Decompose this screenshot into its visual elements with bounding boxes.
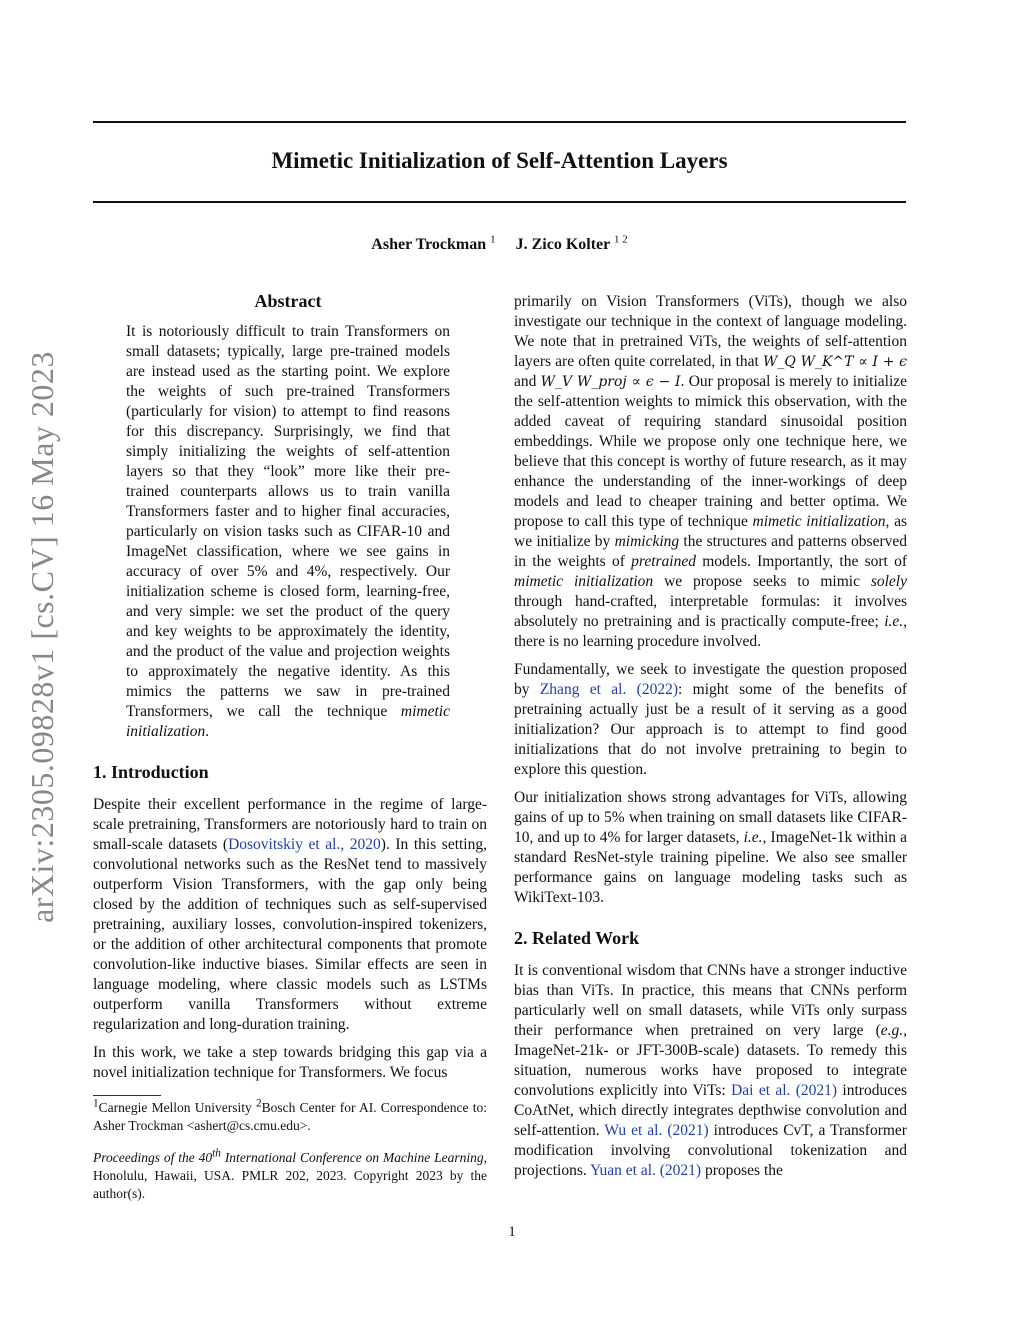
citation-link[interactable]: Dosovitskiy et al., 2020 [228, 836, 381, 853]
citation-link[interactable]: Zhang et al. (2022) [539, 681, 679, 698]
page-number: 1 [508, 1224, 516, 1240]
author-name: J. Zico Kolter [515, 236, 610, 253]
paragraph: primarily on Vision Transformers (ViTs), though we also investigate our technique in the context of language modeling. We note that in pretrained ViTs, the weights of self-attention layers are often quite correlated, in that W_Q W_K^T ∝ I + ϵ and W_V W_proj ∝ ϵ − I. Our proposal is merely to initialize the self-attention weights to mimick this observation, with the added caveat of requiring standard sinusoidal position embeddings. While we propose only one technique here, we believe that this concept is worthy of future research, as it may enhance the understanding of the inner-workings of deep models and lead to cheaper training and better optima. We propose to call this type of technique mimetic initialization, as we initialize by mimicking the structures and patterns observed in the weights of pretrained models. Importantly, the sort of mimetic initialization we propose seeks to mimic solely through hand-crafted, interpretable formulas: it involves absolutely no pretraining and is practically compute-free; i.e., there is no learning procedure involved. [514, 293, 908, 650]
arxiv-stamp: arXiv:2305.09828v1 [cs.CV] 16 May 2023 [24, 351, 60, 923]
paragraph: Our initialization shows strong advantages for ViTs, allowing gains of up to 5% when training on small datasets like CIFAR-10, and up to 4% for larger datasets, i.e., ImageNet-1k within a standard ResNet-style training pipeline. We also see smaller performance gains on language modeling tasks such as WikiText-103. [514, 789, 907, 906]
left-column [93, 760, 487, 1091]
proceedings-note: Proceedings of the 40th International Conference on Machine Learning, Honolulu, Hawaii, USA. PMLR 202, 2023. Copyright 2023 by the author(s). [93, 1147, 487, 1201]
citation-link[interactable]: Yuan et al. (2021) [590, 1162, 702, 1179]
abstract-heading: Abstract [254, 291, 322, 311]
citation-link[interactable]: Dai et al. (2021) [731, 1082, 838, 1099]
title-rule-top [93, 121, 906, 123]
paragraph: Despite their excellent performance in the regime of large-scale pretraining, Transformers are notoriously hard to train on small-scale datasets (Dosovitskiy et al., 2020). In this setting, convolutional networks such as the ResNet tend to massively outperform Vision Transformers, with the gap only being closed by the addition of techniques such as self-supervised pretraining, auxiliary losses, convolution-inspired tokenizers, or the addition of other architectural components that promote convolution-like inductive biases. Similar effects are seen in language modeling, where classic models such as LSTMs outperform vanilla Transformers without extreme regularization and long-duration training. [93, 796, 487, 1033]
abstract-text: It is notoriously difficult to train Transformers on small datasets; typically, large pre-trained models are instead used as the starting point. We explore the weights of such pre-trained Transformers (particularly for vision) to attempt to find reasons for this discrepancy. Surprisingly, we find that simply initializing the weights of self-attention layers so that they “look” more like their pre-trained counterparts allows us to train vanilla Transformers faster and to higher final accuracies, particularly on vision tasks such as CIFAR-10 and ImageNet classification, where we see gains in accuracy of over 5% and 4%, respectively. Our initialization scheme is closed form, learning-free, and very simple: we set the product of the query and key weights to be approximately the identity, and the product of the value and projection weights to approximately the negative identity. As this mimics the patterns we saw in pre-trained Transformers, we call the technique mimetic initialization. [126, 323, 450, 740]
paragraph: In this work, we take a step towards bridging this gap via a novel initialization technique for Transformers. We focus [93, 1044, 487, 1081]
equation-inline: W_V W_proj ∝ ϵ − I [540, 374, 681, 390]
footnote [93, 1099, 487, 1217]
footnote-divider [93, 1095, 161, 1096]
abstract-section [126, 290, 450, 742]
paragraph: Fundamentally, we seek to investigate the question proposed by Zhang et al. (2022): might some of the benefits of pretraining actually just be a result of it serving as a good initialization? Our approach is to attempt to find good initializations that do not involve pretraining to begin to explore this question. [514, 661, 908, 778]
author-affiliation: 1 2 [613, 233, 628, 246]
affiliation-footnote: $^1$Carnegie Mellon University $^2$Bosch Center for AI. Correspondence to: Asher Trockman <ashert@cs.cmu.edu>. [93, 1097, 487, 1133]
equation-inline: W_Q W_K^T ∝ I + ϵ [762, 354, 907, 370]
author-list [93, 233, 906, 257]
author-name: Asher Trockman [371, 236, 487, 253]
citation-link[interactable]: Wu et al. (2021) [604, 1122, 709, 1139]
paragraph: It is conventional wisdom that CNNs have a stronger inductive bias than ViTs. In practice, this means that CNNs perform particularly well on small datasets, while ViTs only surpass their performance when pretrained on very large (e.g., ImageNet-21k- or JFT-300B-scale) datasets. To remedy this situation, numerous works have proposed to integrate convolutions explicitly into ViTs: Dai et al. (2021) introduces CoAtNet, which directly integrates depthwise convolution and self-attention. Wu et al. (2021) introduces CvT, a Transformer modification involving convolutional tokenization and projections. Yuan et al. (2021) proposes the [514, 962, 907, 1179]
paper-title: Mimetic Initialization of Self-Attention Layers [271, 148, 728, 173]
section-heading-related-work: 2. Related Work [514, 928, 640, 948]
title-rule-bottom [93, 201, 906, 203]
right-column [514, 292, 907, 1189]
author-affiliation: 1 [490, 233, 496, 246]
section-heading-introduction: 1. Introduction [93, 762, 209, 782]
